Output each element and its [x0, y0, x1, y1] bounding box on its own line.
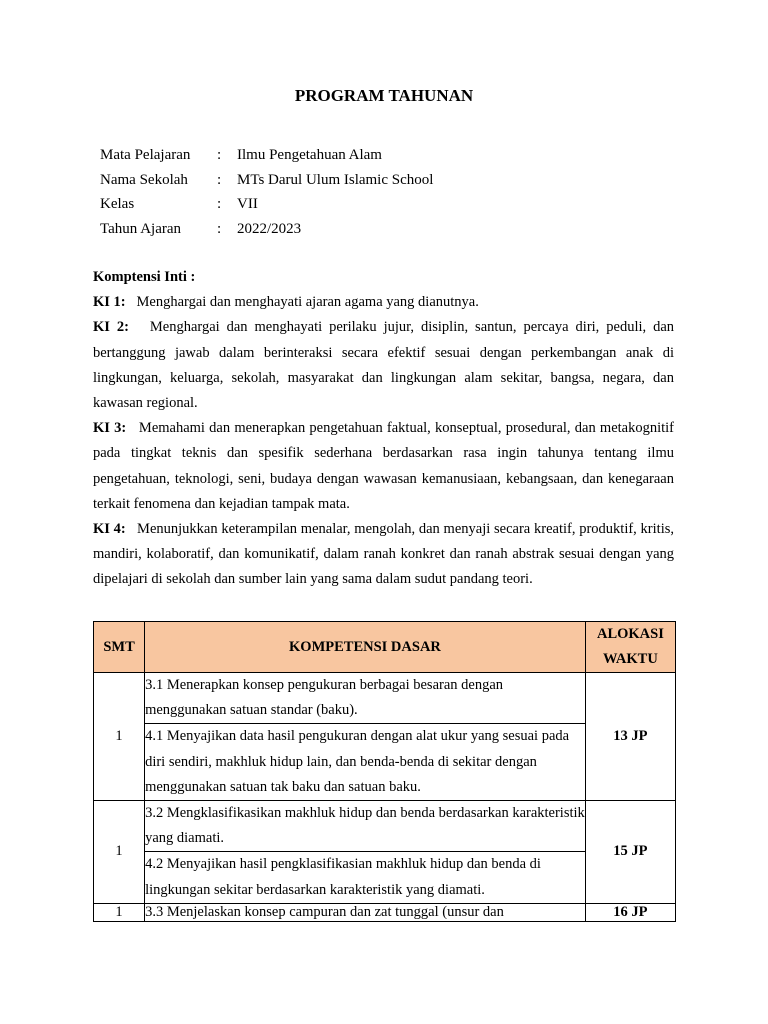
info-colon: : — [217, 171, 222, 188]
smt-cell: 1 — [94, 903, 145, 921]
ki-label: KI 4: — [93, 521, 126, 538]
alokasi-cell: 15 JP — [585, 801, 675, 904]
table-row — [94, 801, 676, 852]
header-alokasi-waktu: ALOKASI WAKTU — [585, 622, 675, 673]
info-block — [100, 143, 433, 241]
ki-paragraph-3 — [93, 416, 674, 517]
ki-label: KI 1: — [93, 294, 126, 311]
alokasi-cell: 13 JP — [585, 673, 675, 801]
ki-label: KI 3: — [93, 420, 127, 437]
ki-text: Menghargai dan menghayati perilaku jujur, disiplin, santun, percaya diri, peduli, dan bertanggung jawab dalam berinteraksi secara efektif sesuai dengan perkembangan anak di lingkungan, keluarga, sekolah, masyarakat dan lingkungan alam sekitar, bangsa, negara, dan kawasan regional. — [93, 319, 675, 412]
ki-paragraph-1 — [93, 290, 674, 315]
header-smt: SMT — [94, 622, 145, 673]
ki-heading: Komptensi Inti : — [93, 269, 196, 285]
info-value: Ilmu Pengetahuan Alam — [237, 147, 382, 163]
competency-table — [93, 621, 676, 922]
info-label: Mata Pelajaran — [100, 147, 191, 163]
info-colon: : — [217, 147, 222, 163]
info-row-class — [100, 192, 433, 217]
info-label: Nama Sekolah — [100, 171, 188, 188]
table-row — [94, 673, 676, 724]
info-row-subject — [100, 143, 433, 168]
ki-text: Memahami dan menerapkan pengetahuan faktual, konseptual, prosedural, dan metakognitif pada tingkat teknis dan spesifik sederhana berdasarkan rasa ingin tahunya tentang ilmu pengetahuan, teknologi, seni, budaya dengan wawasan kemanusiaan, kebangsaan, dan kenegaraan terkait fenomena dan kejadian tampak mata. — [93, 420, 675, 512]
page-title: PROGRAM TAHUNAN — [294, 86, 474, 105]
table-row — [94, 903, 676, 921]
info-value: MTs Darul Ulum Islamic School — [237, 171, 434, 188]
ki-text: Menunjukkan keterampilan menalar, mengolah, dan menyaji secara kreatif, produktif, kritis, mandiri, kolaboratif, dan komunikatif, dalam ranah konkret dan ranah abstrak sesuai dengan yang dipelajari di sekolah dan sumber lain yang sama dalam sudut pandang teori. — [93, 521, 674, 588]
kd-item: 4.2 Menyajikan hasil pengklasifikasian makhluk hidup dan benda di lingkungan sekitar berdasarkan karakteristik yang diamati. — [145, 852, 586, 903]
kd-item: 3.1 Menerapkan konsep pengukuran berbagai besaran dengan menggunakan satuan standar (baku). — [145, 673, 586, 724]
ki-text: Menghargai dan menghayati ajaran agama yang dianutnya. — [136, 294, 479, 311]
kd-item: 4.1 Menyajikan data hasil pengukuran dengan alat ukur yang sesuai pada diri sendiri, makhluk hidup lain, dan benda-benda di sekitar dengan menggunakan satuan tak baku dan satuan baku. — [145, 724, 586, 801]
ki-paragraph-4 — [93, 517, 674, 593]
info-value: 2022/2023 — [237, 220, 302, 237]
ki-label: KI 2: — [93, 319, 129, 336]
info-row-year — [100, 217, 433, 242]
info-label: Kelas — [100, 196, 135, 212]
core-competency-section — [93, 265, 674, 593]
info-value: VII — [237, 196, 258, 212]
info-colon: : — [217, 220, 222, 237]
info-row-school — [100, 168, 433, 193]
alokasi-cell: 16 JP — [585, 903, 675, 921]
kd-item: 3.3 Menjelaskan konsep campuran dan zat tunggal (unsur dan — [145, 903, 586, 921]
header-kompetensi-dasar: KOMPETENSI DASAR — [145, 622, 586, 673]
info-colon: : — [217, 196, 222, 212]
kd-item: 3.2 Mengklasifikasikan makhluk hidup dan benda berdasarkan karakteristik yang diamati. — [145, 801, 586, 852]
info-label: Tahun Ajaran — [100, 220, 182, 237]
smt-cell: 1 — [94, 801, 145, 904]
smt-cell: 1 — [94, 673, 145, 801]
table-header-row — [94, 622, 676, 673]
ki-paragraph-2 — [93, 315, 674, 416]
